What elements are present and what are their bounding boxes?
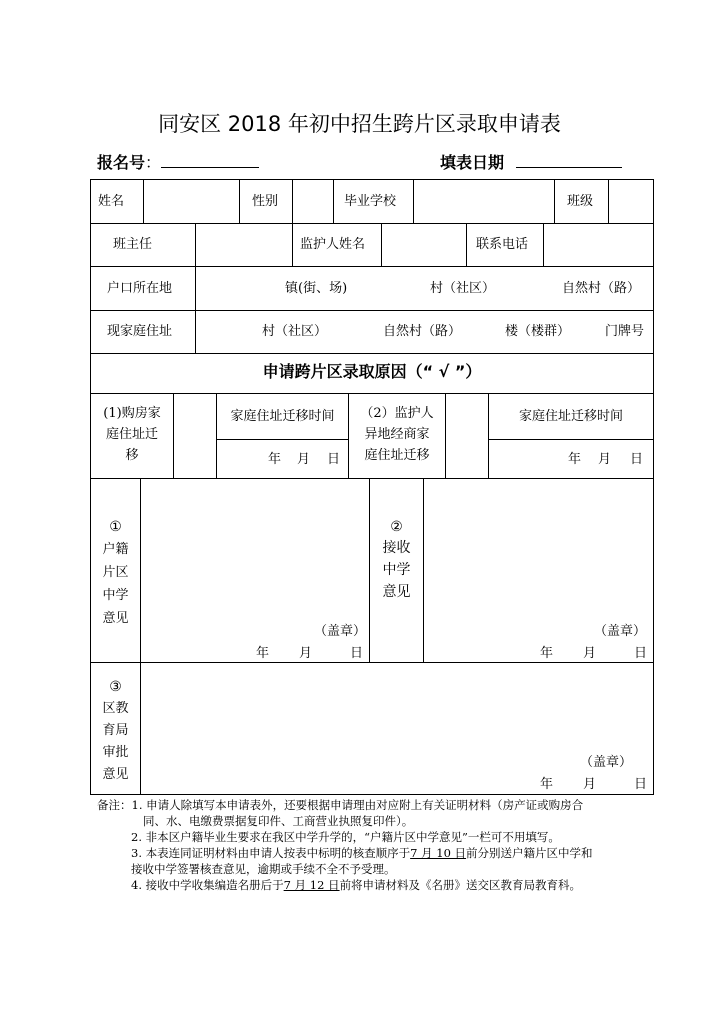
class-label: 班级	[567, 194, 594, 209]
gender-label: 性别	[252, 194, 279, 209]
move-time-2-month: 月	[598, 452, 612, 467]
opinion-2-year: 年	[540, 646, 554, 661]
note-4	[97, 877, 593, 893]
teacher-label: 班主任	[113, 237, 153, 252]
reason-2-line-1: （2）监护人	[360, 406, 434, 421]
opinion-2-line-1: 接收	[382, 540, 411, 556]
opinion-1-seal: （盖章）	[314, 624, 367, 639]
opinion-2-seal: （盖章）	[594, 624, 647, 639]
opinion-3-year: 年	[540, 777, 554, 792]
opinion-2-day: 日	[634, 646, 648, 661]
move-time-label-1: 家庭住址迁移时间	[230, 409, 335, 424]
move-time-1-month: 月	[297, 452, 311, 467]
move-time-2-year: 年	[568, 452, 582, 467]
household-natural-village: 自然村（路）	[562, 281, 641, 296]
move-time-1-year: 年	[268, 452, 282, 467]
notes-prefix: 备注：	[97, 798, 132, 812]
note-3a	[97, 845, 593, 861]
reason-1-line-1: (1)购房家	[103, 406, 161, 421]
note-3-pre: 3. 本表连同证明材料由申请人按表中标明的核查顺序于	[131, 846, 411, 860]
household-village: 村（社区）	[430, 281, 496, 296]
opinion-1-line-2: 片区	[102, 565, 129, 580]
opinion-1-month: 月	[299, 646, 313, 661]
reason-1-line-2: 庭住址迁	[105, 427, 158, 442]
opinion-3-line-3: 审批	[102, 745, 129, 760]
opinion-1-line-1: 户籍	[102, 542, 129, 557]
opinion-1-year: 年	[256, 646, 270, 661]
note-1-text: 1. 申请人除填写本申请表外，还要根据申请理由对应附上有关证明材料（房产证或购房合	[131, 798, 584, 812]
opinion-3-day: 日	[634, 777, 648, 792]
guardian-name-label: 监护人姓名	[300, 237, 366, 252]
opinion-3-line-1: 区教	[102, 701, 129, 716]
fill-date	[440, 150, 622, 173]
reason-section-title: 申请跨片区录取原因（“ √ ”）	[262, 362, 482, 381]
address-door-number: 门牌号	[605, 324, 645, 339]
opinion-2-number: ②	[390, 519, 403, 535]
move-time-2-day: 日	[630, 452, 644, 467]
opinion-1-line-4: 意见	[102, 611, 129, 626]
note-1b: 同、水、电缴费票据复印件、工商营业执照复印件）。	[143, 814, 414, 828]
note-1a	[97, 797, 593, 813]
registration-number-field[interactable]	[161, 153, 259, 168]
registration-number-colon: ：	[145, 153, 162, 172]
registration-number-label: 报名号	[97, 153, 146, 172]
current-address-label: 现家庭住址	[107, 324, 173, 339]
opinion-1-line-3: 中学	[102, 588, 129, 603]
notes	[97, 797, 593, 893]
fill-date-label: 填表日期	[440, 153, 505, 172]
opinion-3-area[interactable]	[141, 663, 653, 794]
address-building: 楼（楼群）	[505, 324, 571, 339]
note-4-date: 7 月 12 日	[283, 878, 340, 892]
reason-2-line-3: 庭住址迁移	[364, 448, 430, 463]
opinion-2-line-2: 中学	[382, 562, 411, 578]
note-3-post: 前分别送户籍片区中学和	[466, 846, 593, 860]
opinion-2-line-3: 意见	[382, 584, 411, 600]
name-label: 姓名	[98, 194, 125, 209]
opinion-1-number: ①	[109, 519, 122, 535]
registration-number	[97, 150, 259, 173]
note-2: 2. 非本区户籍毕业生要求在我区中学升学的，“户籍片区中学意见”一栏可不用填写。	[131, 830, 560, 844]
move-time-1-day: 日	[327, 452, 341, 467]
reason-1-checkbox[interactable]	[174, 394, 216, 478]
opinion-1-day: 日	[350, 646, 364, 661]
household-location-label: 户口所在地	[107, 281, 173, 296]
note-4-pre: 4. 接收中学收集编造名册后于	[131, 878, 284, 892]
page-title: 同安区 2018 年初中招生跨片区录取申请表	[158, 112, 561, 136]
opinion-2-month: 月	[583, 646, 597, 661]
note-3-date: 7 月 10 日	[410, 846, 467, 860]
note-4-post: 前将申请材料及《名册》送交区教育局教育科。	[339, 878, 582, 892]
fill-date-field[interactable]	[516, 153, 622, 168]
opinion-3-seal: （盖章）	[580, 755, 633, 770]
phone-label: 联系电话	[476, 237, 529, 252]
opinion-3-month: 月	[583, 777, 597, 792]
reason-1-line-3: 移	[125, 448, 139, 463]
note-3b: 接收中学签署核查意见，逾期或手续不全不予受理。	[131, 862, 396, 876]
reason-2-line-2: 异地经商家	[364, 427, 430, 442]
school-label: 毕业学校	[344, 194, 397, 209]
opinion-3-number: ③	[109, 679, 122, 695]
opinion-3-line-2: 育局	[102, 723, 129, 738]
opinion-3-line-4: 意见	[102, 767, 129, 782]
household-town: 镇(街、场)	[285, 281, 348, 296]
reason-2-checkbox[interactable]	[446, 394, 488, 478]
move-time-label-2: 家庭住址迁移时间	[518, 409, 623, 424]
address-natural-village: 自然村（路）	[383, 324, 462, 339]
address-village: 村（社区）	[262, 324, 328, 339]
